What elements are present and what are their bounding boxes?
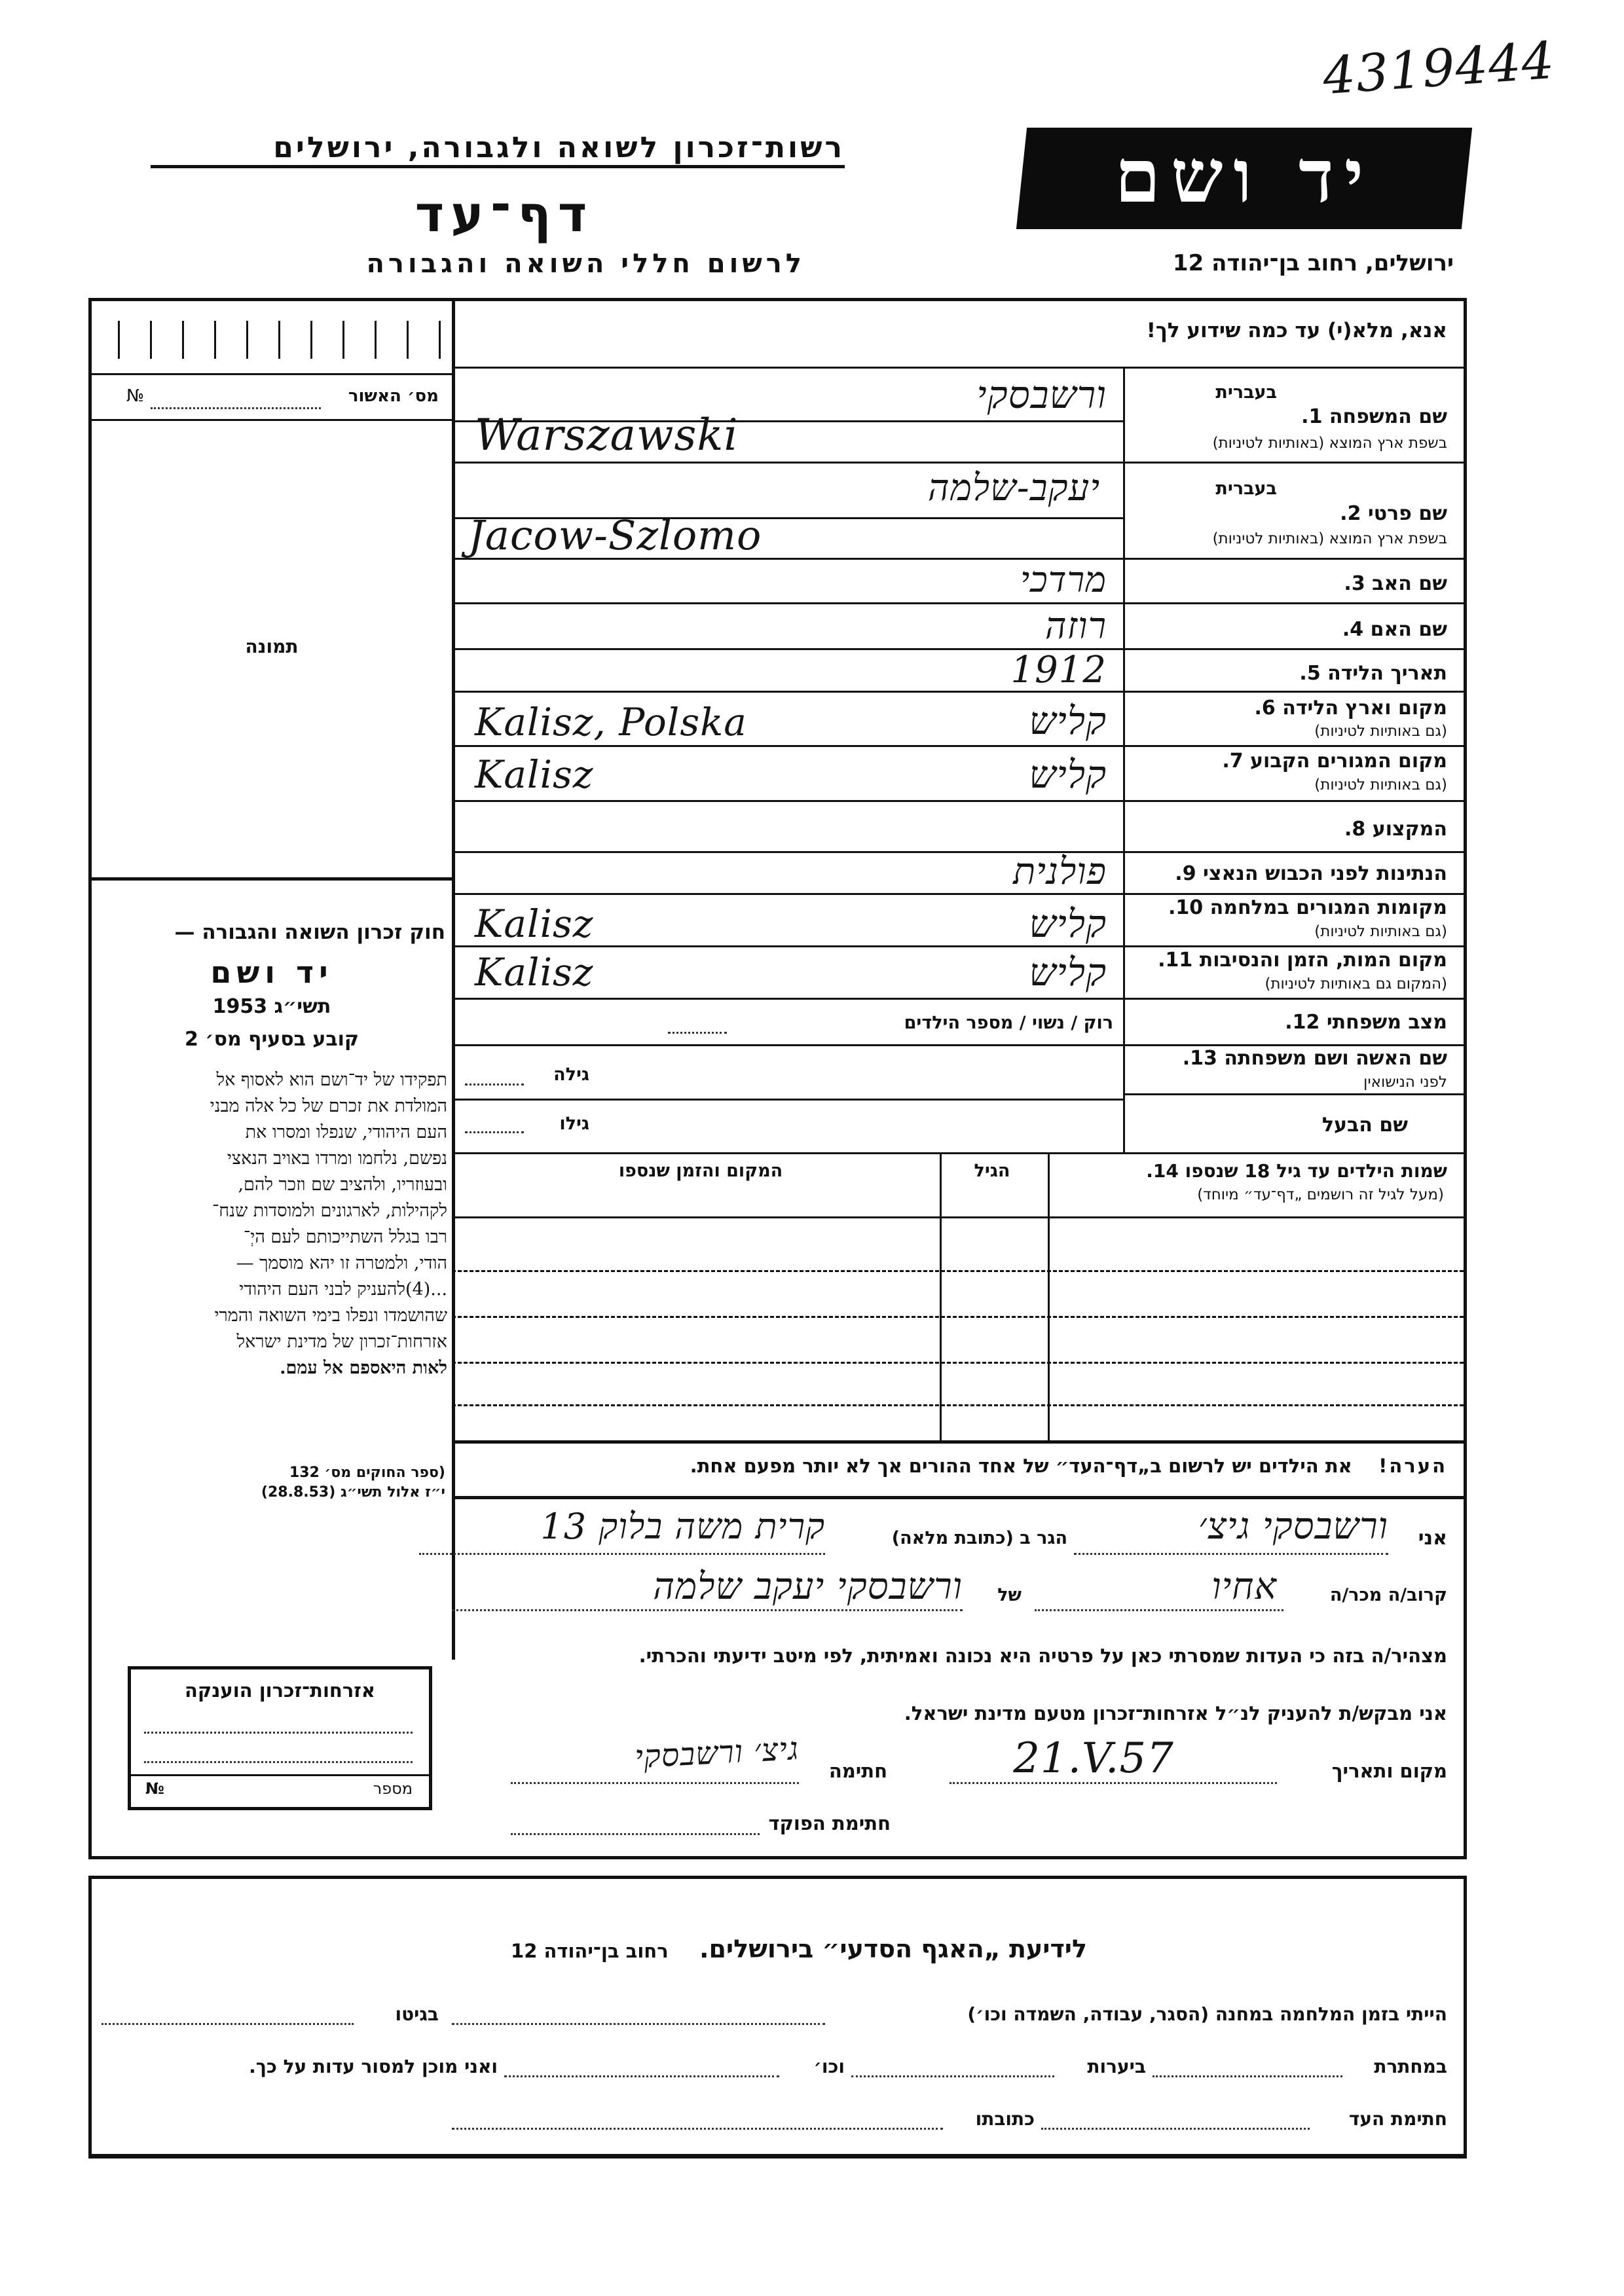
field-label-text: מצב משפחתי xyxy=(1326,1011,1447,1034)
law-line: ובעוזריו, ולהציב שם וזכר להם, xyxy=(238,1175,447,1195)
field-number: 2. xyxy=(1340,502,1361,525)
yad-vashem-logo xyxy=(1016,128,1472,229)
tick-box xyxy=(150,321,182,359)
children-row-line xyxy=(452,1270,1464,1272)
law-line: המולדת את זכרם של כל אלה מבני xyxy=(210,1096,447,1116)
field-6-note: (גם באותיות לטיניות) xyxy=(1314,723,1447,740)
field-number: 4. xyxy=(1342,618,1364,641)
law-source-line: (ספר החוקים מס׳ 132 xyxy=(289,1465,445,1481)
field-number: 12. xyxy=(1285,1011,1320,1034)
witness-signature-dots xyxy=(1041,2128,1310,2130)
tick-box xyxy=(375,321,407,359)
law-year-line xyxy=(98,995,445,1019)
field-11-label xyxy=(1139,949,1447,972)
ghetto-dots xyxy=(101,2023,354,2025)
instruction: אנא, מלא(י) עד כמה שידוע לך! xyxy=(1146,319,1447,342)
tick-box xyxy=(182,321,214,359)
signature-label: חתימה xyxy=(828,1760,887,1782)
field-label-text: שם פרטי xyxy=(1367,502,1447,525)
divider xyxy=(452,1440,1464,1444)
field-9-value: פולנית xyxy=(1013,850,1107,893)
citizenship-title: אזרחות־זכרון הוענקה xyxy=(184,1679,376,1702)
relation-dots xyxy=(1035,1609,1283,1611)
citizenship-line xyxy=(144,1761,413,1763)
children-row-line xyxy=(452,1404,1464,1406)
field-13-label xyxy=(1139,1048,1447,1070)
field-label-text: הנתינות לפני הכבוש הנאצי xyxy=(1203,862,1447,885)
divider xyxy=(452,745,1464,747)
divider xyxy=(88,373,452,375)
field-7-note: (גם באותיות לטיניות) xyxy=(1314,776,1447,793)
children-col-divider xyxy=(940,1152,942,1440)
etc-label: וכו׳ xyxy=(813,2056,845,2077)
law-name: יד ושם xyxy=(210,955,333,990)
children-col-place: המקום והזמן שנספו xyxy=(618,1161,783,1181)
divider xyxy=(452,1099,1123,1101)
underground-label: במחתרת xyxy=(1374,2056,1447,2077)
field-10-label xyxy=(1139,897,1447,919)
law-line: ...(4)להעניק לבני העם היהודי xyxy=(239,1279,447,1300)
field-11-hebrew: קליש xyxy=(1029,950,1107,994)
field-label-text: מקום המגורים הקבוע xyxy=(1250,750,1447,773)
place-date-label: מקום ותאריך xyxy=(1331,1760,1447,1782)
tick-box xyxy=(118,321,150,359)
field-13-note: לפני הנישואין xyxy=(1363,1074,1447,1091)
date-value: 21.V.57 xyxy=(1013,1734,1174,1783)
declarant-i-label: אני xyxy=(1418,1527,1447,1550)
signature-dots xyxy=(511,1782,799,1784)
law-line: תפקידו של יד־ושם הוא לאסוף אל xyxy=(216,1070,447,1090)
signature-value: גיצ׳ ורשבסקי xyxy=(634,1730,800,1776)
tick-box xyxy=(246,321,278,359)
divider xyxy=(452,1044,1464,1046)
in-origin-lang-1: בשפת ארץ המוצא (באותיות לטיניות) xyxy=(1212,435,1447,452)
field-number: 9. xyxy=(1175,862,1196,885)
of-label: של xyxy=(997,1585,1022,1605)
citizenship-number-sign: № xyxy=(145,1779,164,1798)
divider xyxy=(1123,1093,1464,1095)
law-title: חוק זכרון השואה והגבורה — xyxy=(174,920,445,944)
divider xyxy=(452,691,1464,693)
of-name: ורשבסקי יעקב שלמה xyxy=(653,1565,963,1608)
field-3-label xyxy=(1139,573,1447,595)
law-line: העם היהודי, שנפלו ומסרו את xyxy=(245,1122,447,1142)
law-line: לקהילות, לארגונים ולמוסדות שנח־ xyxy=(212,1201,447,1221)
divider xyxy=(452,893,1464,895)
field-1-label xyxy=(1139,406,1447,428)
field-7-label xyxy=(1139,750,1447,773)
forests-label: ביערות xyxy=(1087,2056,1146,2077)
field-6-latin: Kalisz, Polska xyxy=(475,700,747,744)
field-5-value: 1912 xyxy=(1010,649,1107,691)
field-3-value: מרדכי xyxy=(1020,559,1107,600)
divider xyxy=(452,945,1464,947)
citizenship-number-label: מספר xyxy=(373,1779,413,1798)
field-4-value: רוזה xyxy=(1044,605,1107,647)
camp-line-label: הייתי בזמן המלחמה במחנה (הסגר, עבודה, השמדה וכו׳) xyxy=(967,2003,1447,2025)
tick-box xyxy=(310,321,342,359)
field-label-text: המקצוע xyxy=(1372,818,1447,841)
field-label-text: שם האשה ושם משפחתה xyxy=(1224,1047,1447,1070)
law-year-hebrew: תשי״ג xyxy=(274,995,331,1018)
field-10-note: (גם באותיות לטיניות) xyxy=(1314,923,1447,940)
underground-dots xyxy=(1153,2075,1342,2077)
note-label: הערה! xyxy=(1378,1455,1447,1477)
law-year: 1953 xyxy=(212,995,268,1018)
field-number: 5. xyxy=(1299,662,1321,685)
approval-number-sign: № xyxy=(126,386,144,406)
field-7-latin: Kalisz xyxy=(475,752,594,797)
husband-age-label: גילו xyxy=(559,1114,589,1134)
field-number: 10. xyxy=(1168,896,1204,919)
law-paragraph xyxy=(97,1067,447,1381)
witness-address-dots xyxy=(452,2128,943,2130)
children-col-age: הגיל xyxy=(974,1161,1010,1181)
children-row-line xyxy=(452,1362,1464,1364)
children-count-dots xyxy=(668,1032,727,1034)
law-source-line: י״ז אלול תשי״ג (28.8.53) xyxy=(261,1484,445,1501)
field-label-text: שם המשפחה xyxy=(1329,405,1447,428)
divider xyxy=(452,1152,1464,1154)
divider xyxy=(452,367,1464,369)
note-text: את הילדים יש לרשום ב„דף־העד״ של אחד ההורים אך לא יותר מפעם אחת. xyxy=(690,1455,1352,1477)
divider xyxy=(88,877,452,881)
of-name-dots xyxy=(452,1609,963,1611)
field-4-label xyxy=(1139,619,1447,641)
field-12-options: רוק / נשוי / מספר הילדים xyxy=(904,1013,1113,1033)
law-line: אזרחות־זכרון של מדינת ישראל xyxy=(236,1332,447,1352)
field-number: 13. xyxy=(1182,1047,1217,1070)
children-note: (מעל לגיל זה רושמים „דף־עד״ מיוחד) xyxy=(1197,1186,1444,1203)
divider xyxy=(452,1496,1464,1499)
tick-box xyxy=(278,321,310,359)
children-col-divider xyxy=(1048,1152,1050,1440)
field-label-text: מקומות המגורים במלחמה xyxy=(1209,896,1447,919)
witness-address-label: כתובתו xyxy=(975,2108,1035,2130)
citizenship-line xyxy=(144,1732,413,1734)
field-label-text: תאריך הלידה xyxy=(1327,662,1447,685)
divider xyxy=(88,419,452,421)
field-label-text: שם האב xyxy=(1372,572,1447,595)
approval-label: מס׳ האשור xyxy=(348,386,439,406)
field-12-label xyxy=(1139,1011,1447,1034)
bottom-address: רחוב בן־יהודה 12 xyxy=(511,1940,669,1962)
husband-age-dots xyxy=(465,1131,524,1133)
field-1-hebrew: ורשבסקי xyxy=(976,373,1107,417)
resides-label: הגר ב (כתובת מלאה) xyxy=(891,1528,1067,1548)
field-7-hebrew: קליש xyxy=(1029,752,1107,797)
declarant-address: קרית משה בלוק 13 xyxy=(540,1506,825,1547)
field-number: 14. xyxy=(1146,1160,1179,1182)
field-label-text: מקום וארץ הלידה xyxy=(1282,697,1447,720)
divider xyxy=(452,998,1464,1000)
law-line: שהושמדו ונפלו בימי השואה והמרי xyxy=(214,1305,447,1326)
tick-box xyxy=(214,321,246,359)
field-1-latin: Warszawski xyxy=(475,410,739,460)
field-6-hebrew: קליש xyxy=(1029,699,1107,743)
husband-label: שם הבעל xyxy=(1321,1114,1408,1137)
citizenship-divider xyxy=(131,1774,429,1776)
divider xyxy=(452,602,1464,604)
declarant-address-dots xyxy=(419,1553,825,1555)
children-row-line xyxy=(452,1216,1464,1218)
declaration-1: מצהיר/ה בזה כי העדות שמסרתי כאן על פרטיה היא נכונה ואמיתית, לפי מיטב ידיעתי והכרתי. xyxy=(638,1645,1447,1667)
field-10-latin: Kalisz xyxy=(475,902,594,946)
law-line: נפשם, נלחמו ומרדו באויב הנאצי xyxy=(227,1148,447,1169)
declaration-2: אני מבקש/ת להעניק לנ״ל אזרחות־זכרון מטעם מדינת ישראל. xyxy=(904,1702,1447,1724)
field-11-latin: Kalisz xyxy=(475,950,594,994)
field-5-label xyxy=(1139,663,1447,685)
relation-value: אחיו xyxy=(1211,1565,1277,1608)
field-2-label xyxy=(1139,503,1447,525)
divider xyxy=(452,462,1464,464)
archive-number: 4319444 xyxy=(1321,31,1557,107)
citizenship-box xyxy=(128,1666,432,1810)
camp-dots xyxy=(452,2023,825,2025)
etc-dots xyxy=(504,2075,779,2077)
form-title: דף־עד xyxy=(415,185,594,243)
declarant-name-dots xyxy=(1074,1553,1388,1555)
field-10-hebrew: קליש xyxy=(1029,902,1107,946)
logo-text: יד ושם xyxy=(1115,134,1375,219)
bottom-title-line xyxy=(393,1935,1205,1963)
law-section: קובע בסעיף מס׳ 2 xyxy=(184,1028,360,1051)
declarant-name: ורשבסקי גיצ׳ xyxy=(1198,1505,1388,1548)
field-number: 3. xyxy=(1344,572,1365,595)
institution-name: רשות־זכרון לשואה ולגבורה, ירושלים xyxy=(151,131,845,168)
officer-signature-label: חתימת הפוקד xyxy=(768,1812,891,1834)
field-label-text: שם האם xyxy=(1370,618,1447,641)
label-column-divider xyxy=(1123,367,1125,1152)
in-origin-lang-2: בשפת ארץ המוצא (באותיות לטיניות) xyxy=(1212,530,1447,547)
willing-label: ואני מוכן למסור עדות על כך. xyxy=(249,2056,498,2077)
law-line: הודי, ולמטרה זו יהא מוסמך — xyxy=(236,1253,447,1273)
field-number: 8. xyxy=(1344,818,1366,841)
in-hebrew-1: בעברית xyxy=(1215,382,1277,403)
field-number: 11. xyxy=(1158,949,1193,972)
witness-signature-label: חתימת העד xyxy=(1348,2108,1447,2130)
field-number: 6. xyxy=(1254,697,1276,720)
tick-boxes xyxy=(118,321,441,359)
law-line: רבו בגלל השתייכותם לעם היְ־ xyxy=(243,1227,447,1247)
children-label xyxy=(1054,1160,1447,1182)
field-11-note: (המקום גם באותיות לטיניות) xyxy=(1264,975,1447,993)
field-2-hebrew: יעקב-שלמה xyxy=(927,467,1100,509)
field-8-label xyxy=(1139,818,1447,841)
children-row-line xyxy=(452,1316,1464,1318)
wife-age-label: גילה xyxy=(553,1065,589,1085)
forests-dots xyxy=(851,2075,1054,2077)
children-col-names: שמות הילדים עד גיל 18 שנספו xyxy=(1185,1160,1447,1182)
tick-box xyxy=(407,321,439,359)
column-divider xyxy=(452,298,455,1660)
relation-label: קרוב/ה מכר/ה xyxy=(1329,1585,1447,1605)
ghetto-label: בגיטו xyxy=(395,2003,439,2025)
field-6-label xyxy=(1139,697,1447,720)
field-2-latin: Jacow-Szlomo xyxy=(468,511,762,559)
approval-dots xyxy=(151,407,321,409)
photo-label: תמונה xyxy=(245,636,299,657)
date-dots xyxy=(950,1782,1277,1784)
address: ירושלים, רחוב בן־יהודה 12 xyxy=(1172,250,1454,276)
field-number: 7. xyxy=(1222,750,1244,773)
law-source xyxy=(98,1463,445,1503)
law-line: לאות היאספם אל עמם. xyxy=(280,1358,447,1378)
note-line xyxy=(458,1455,1447,1477)
field-number: 1. xyxy=(1301,405,1323,428)
form-subtitle: לרשום חללי השואה והגבורה xyxy=(366,249,805,279)
officer-signature-dots xyxy=(511,1833,760,1835)
tick-box xyxy=(342,321,375,359)
divider xyxy=(452,800,1464,802)
in-hebrew-2: בעברית xyxy=(1215,479,1277,499)
field-label-text: מקום המות, הזמן והנסיבות xyxy=(1199,949,1447,972)
bottom-title: לידיעת „האגף הסדעי״ בירושלים. xyxy=(699,1935,1087,1963)
wife-age-dots xyxy=(465,1084,524,1085)
field-9-label xyxy=(1139,863,1447,885)
